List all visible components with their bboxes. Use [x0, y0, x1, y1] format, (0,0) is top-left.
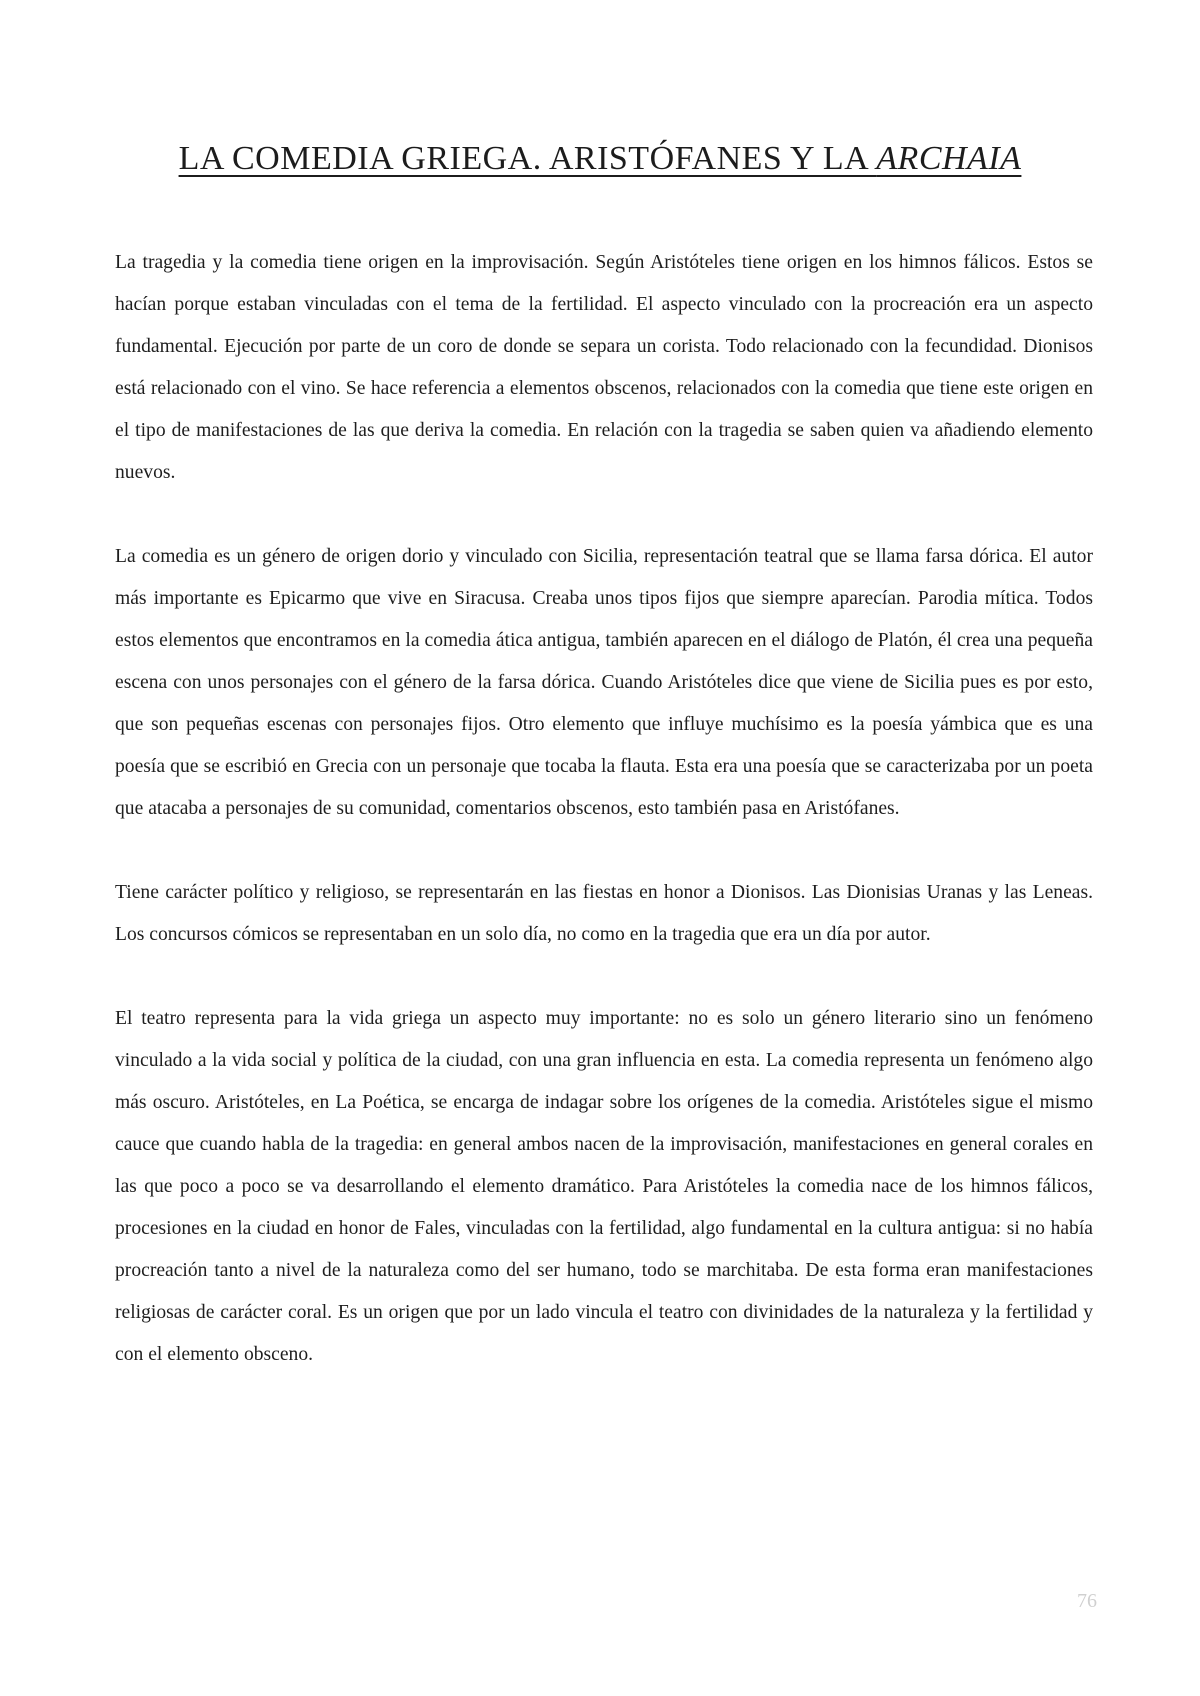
page-number: 76 — [1077, 1590, 1097, 1612]
title-underlined — [179, 140, 1022, 178]
paragraph-4: El teatro representa para la vida griega un aspecto muy importante: no es solo un género literario sino un fenómeno vinculado a la vida social y política de la ciudad, con una gran influencia en esta. La comedia representa un fenómeno algo más oscuro. Aristóteles, en La Poética, se encarga de indagar sobre los orígenes de la comedia. Aristóteles sigue el mismo cauce que cuando habla de la tragedia: en general ambos nacen de la improvisación, manifestaciones en general corales en las que poco a poco se va desarrollando el elemento dramático. Para Aristóteles la comedia nace de los himnos fálicos, procesiones en la ciudad en honor de Fales, vinculadas con la fertilidad, algo fundamental en la cultura antigua: si no había procreación tanto a nivel de la naturaleza como del ser humano, todo se marchitaba. De esta forma eran manifestaciones religiosas de carácter coral. Es un origen que por un lado vincula el teatro con divinidades de la naturaleza y la fertilidad y con el elemento obsceno. — [115, 1008, 1093, 1365]
title-italic-text: ARCHAIA — [876, 140, 1022, 177]
paragraph-2: La comedia es un género de origen dorio y vinculado con Sicilia, representación teatral que se llama farsa dórica. El autor más importante es Epicarmo que vive en Siracusa. Creaba unos tipos fijos que siempre aparecían. Parodia mítica. Todos estos elementos que encontramos en la comedia ática antigua, también aparecen en el diálogo de Platón, él crea una pequeña escena con unos personajes con el género de la farsa dórica. Cuando Aristóteles dice que viene de Sicilia pues es por esto, que son pequeñas escenas con personajes fijos. Otro elemento que influye muchísimo es la poesía yámbica que es una poesía que se escribió en Grecia con un personaje que tocaba la flauta. Esta era una poesía que se caracterizaba por un poeta que atacaba a personajes de su comunidad, comentarios obscenos, esto también pasa en Aristófanes. — [115, 546, 1093, 819]
body-text — [115, 242, 1093, 1418]
paragraph-1: La tragedia y la comedia tiene origen en la improvisación. Según Aristóteles tiene origen en los himnos fálicos. Estos se hacían porque estaban vinculadas con el tema de la fertilidad. El aspecto vinculado con la procreación era un aspecto fundamental. Ejecución por parte de un coro de donde se separa un corista. Todo relacionado con la fecundidad. Dionisos está relacionado con el vino. Se hace referencia a elementos obscenos, relacionados con la comedia que tiene este origen en el tipo de manifestaciones de las que deriva la comedia. En relación con la tragedia se saben quien va añadiendo elemento nuevos. — [115, 252, 1093, 483]
page-title — [0, 140, 1200, 178]
title-main-text: LA COMEDIA GRIEGA. ARISTÓFANES Y LA — [178, 140, 877, 177]
paragraph-3: Tiene carácter político y religioso, se representarán en las fiestas en honor a Dionisos. Las Dionisias Uranas y las Leneas. Los concursos cómicos se representaban en un solo día, no como en la tragedia que era un día por autor. — [115, 882, 1093, 945]
